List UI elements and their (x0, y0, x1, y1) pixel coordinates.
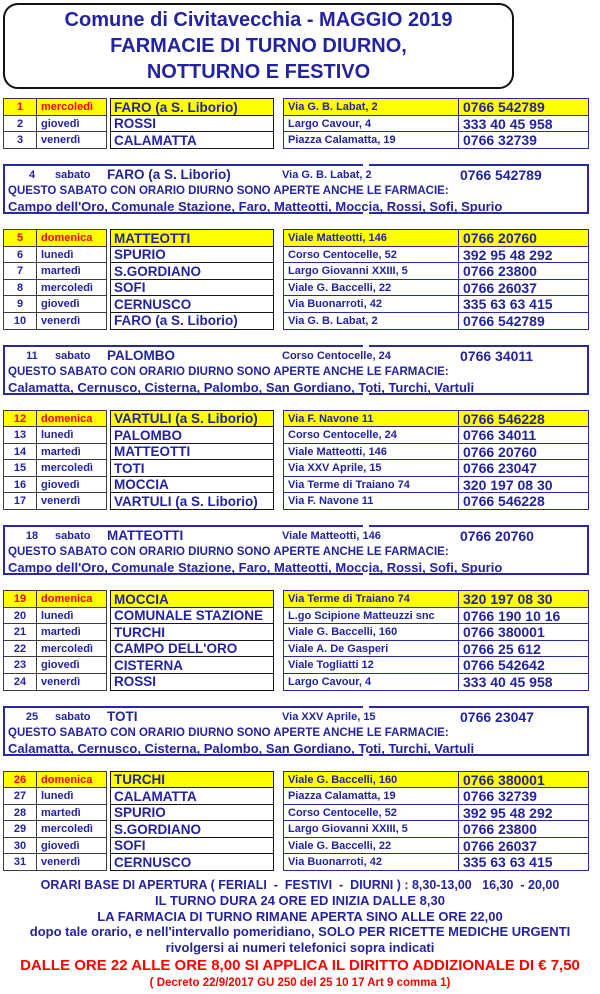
day-row (3, 279, 600, 297)
weekday-cell: domenica (37, 590, 107, 608)
address-cell: Viale G. Baccelli, 160 (283, 771, 459, 789)
weekday-cell: mercoledì (37, 459, 107, 477)
weekday-cell: venerdì (37, 492, 107, 510)
day-row (3, 98, 600, 116)
pharmacy-name-cell: CALAMATTA (110, 787, 274, 805)
shift-duration-line: IL TURNO DURA 24 ORE ED INIZIA DALLE 8,30 (155, 893, 445, 908)
opening-hours-line: ORARI BASE DI APERTURA ( FERIALI - FESTIVI - DIURNI ) : 8,30-13,00 16,30 - 20,00 (40, 878, 560, 892)
address-cell: Via XXV Aprile, 15 (283, 459, 459, 477)
address-cell: L.go Scipione Matteuzzi snc (283, 607, 459, 625)
day-number-cell: 8 (3, 279, 37, 297)
phone-contact-line: rivolgersi ai numeri telefonici sopra indicati (165, 939, 435, 955)
day-number-cell: 14 (3, 443, 37, 461)
day-number-cell: 5 (3, 229, 37, 247)
duty-schedule (3, 98, 600, 871)
phone-cell: 0766 546228 (459, 492, 589, 510)
address-cell: Via Terme di Traiano 74 (283, 476, 459, 494)
address-cell: Viale G. Baccelli, 22 (283, 279, 459, 297)
pharmacy-name-cell: COMUNALE STAZIONE (110, 607, 274, 625)
address-cell: Viale A. De Gasperi (283, 640, 459, 658)
day-row (3, 476, 600, 494)
day-number-cell: 23 (3, 656, 37, 674)
phone-cell: 392 95 48 292 (459, 246, 589, 264)
phone-cell: 0766 32739 (459, 131, 589, 149)
phone-cell: 0766 190 10 16 (459, 607, 589, 625)
day-row (3, 115, 600, 133)
day-row (3, 640, 600, 658)
day-row (3, 426, 600, 444)
weekday-cell: martedì (37, 804, 107, 822)
phone-cell: 0766 32739 (459, 787, 589, 805)
weekday-cell: martedì (37, 443, 107, 461)
saturday-info-row (5, 348, 587, 364)
page-subtitle-1: FARMACIE DI TURNO DIURNO, (110, 35, 407, 57)
address-cell: Corso Centocelle, 52 (283, 246, 459, 264)
pharmacy-name-cell: FARO (a S. Liborio) (110, 98, 274, 116)
pharmacy-name-cell: ROSSI (110, 673, 274, 691)
saturday-info-row (5, 709, 587, 725)
address-cell: Viale Matteotti, 146 (283, 443, 459, 461)
phone-cell: 335 63 63 415 (459, 295, 589, 313)
saturday-info-row (5, 167, 587, 183)
weekday-cell: domenica (37, 229, 107, 247)
phone-cell: 320 197 08 30 (459, 476, 589, 494)
phone-cell: 320 197 08 30 (459, 590, 589, 608)
day-row (3, 804, 600, 822)
address-cell: Via F. Navone 11 (283, 410, 459, 428)
address-cell: Piazza Calamatta, 19 (283, 787, 459, 805)
pharmacy-name-cell: CERNUSCO (110, 295, 274, 313)
day-number-cell: 13 (3, 426, 37, 444)
saturday-pharmacy-name: TOTI (107, 708, 138, 724)
week-table (3, 590, 600, 691)
page-subtitle-2: NOTTURNO E FESTIVO (146, 61, 371, 83)
weekday-cell: lunedì (37, 787, 107, 805)
pharmacy-name-cell: PALOMBO (110, 426, 274, 444)
pharmacy-name-cell: CISTERNA (110, 656, 274, 674)
day-row (3, 459, 600, 477)
phone-cell: 0766 23047 (459, 459, 589, 477)
saturday-weekday: sabato (55, 530, 91, 542)
day-number-cell: 21 (3, 623, 37, 641)
saturday-block (3, 345, 589, 395)
phone-cell: 0766 546228 (459, 410, 589, 428)
footer-notes (0, 877, 600, 991)
day-number-cell: 27 (3, 787, 37, 805)
day-row (3, 853, 600, 871)
pharmacy-name-cell: S.GORDIANO (110, 262, 274, 280)
weekday-cell: martedì (37, 623, 107, 641)
saturday-day-number: 11 (26, 349, 38, 362)
weekday-cell: domenica (37, 410, 107, 428)
address-cell: Largo Cavour, 4 (283, 115, 459, 133)
day-row (3, 656, 600, 674)
saturday-address: Via G. B. Labat, 2 (282, 169, 372, 181)
address-cell: Via Buonarroti, 42 (283, 295, 459, 313)
phone-cell: 0766 542642 (459, 656, 589, 674)
saturday-block (3, 164, 589, 214)
day-row (3, 131, 600, 149)
saturday-address: Via XXV Aprile, 15 (282, 710, 376, 723)
phone-cell: 333 40 45 958 (459, 115, 589, 133)
weekday-cell: venerdì (37, 131, 107, 149)
day-number-cell: 1 (3, 98, 37, 116)
saturday-open-pharmacies: Campo dell'Oro, Comunale Stazione, Faro, Matteotti, Moccia, Rossi, Sofi, Spurio (8, 560, 503, 575)
phone-cell: 0766 20760 (459, 229, 589, 247)
saturday-day-number: 4 (28, 169, 36, 181)
pharmacy-name-cell: MATTEOTTI (110, 229, 274, 247)
day-number-cell: 30 (3, 837, 37, 855)
pharmacy-name-cell: CERNUSCO (110, 853, 274, 871)
pharmacy-name-cell: VARTULI (a S. Liborio) (110, 492, 274, 510)
page-title: Comune di Civitavecchia - MAGGIO 2019 (64, 9, 453, 31)
pharmacy-name-cell: ROSSI (110, 115, 274, 133)
week-table (3, 98, 600, 149)
urgent-prescriptions-line: dopo tale orario, e nell'intervallo pomeridiano, SOLO PER RICETTE MEDICHE URGENTI (29, 924, 571, 939)
day-number-cell: 19 (3, 590, 37, 608)
phone-cell: 0766 23800 (459, 820, 589, 838)
saturday-pharmacy-name: MATTEOTTI (107, 528, 184, 543)
phone-cell: 0766 542789 (459, 98, 589, 116)
saturday-content (5, 167, 587, 213)
saturday-address: Viale Matteotti, 146 (282, 530, 381, 542)
weekday-cell: mercoledì (37, 640, 107, 658)
pharmacy-name-cell: MOCCIA (110, 476, 274, 494)
address-cell: Via Buonarroti, 42 (283, 853, 459, 871)
pharmacy-name-cell: CALAMATTA (110, 131, 274, 149)
weekday-cell: lunedì (37, 246, 107, 264)
address-cell: Piazza Calamatta, 19 (283, 131, 459, 149)
day-row (3, 246, 600, 264)
saturday-content (5, 348, 587, 394)
day-row (3, 410, 600, 428)
saturday-block (3, 525, 589, 575)
day-row (3, 262, 600, 280)
phone-cell: 392 95 48 292 (459, 804, 589, 822)
phone-cell: 0766 20760 (459, 443, 589, 461)
saturday-weekday: sabato (55, 169, 91, 181)
saturday-weekday: sabato (55, 349, 91, 362)
day-row (3, 590, 600, 608)
pharmacy-name-cell: VARTULI (a S. Liborio) (110, 410, 274, 428)
saturday-open-note: QUESTO SABATO CON ORARIO DIURNO SONO APERTE ANCHE LE FARMACIE: (8, 546, 449, 558)
address-cell: Via F. Navone 11 (283, 492, 459, 510)
week-table (3, 771, 600, 872)
day-number-cell: 26 (3, 771, 37, 789)
address-cell: Viale G. Baccelli, 22 (283, 837, 459, 855)
night-surcharge-alert: DALLE ORE 22 ALLE ORE 8,00 SI APPLICA IL DIRITTO ADDIZIONALE DI € 7,50 (20, 957, 580, 974)
open-until-line: LA FARMACIA DI TURNO RIMANE APERTA SINO ALLE ORE 22,00 (97, 908, 503, 924)
weekday-cell: mercoledì (37, 279, 107, 297)
day-number-cell: 10 (3, 312, 37, 330)
week-table (3, 229, 600, 330)
saturday-info-row (5, 528, 587, 544)
day-number-cell: 9 (3, 295, 37, 313)
week-table (3, 410, 600, 511)
weekday-cell: martedì (37, 262, 107, 280)
weekday-cell: lunedì (37, 426, 107, 444)
day-number-cell: 20 (3, 607, 37, 625)
weekday-cell: mercoledì (37, 98, 107, 116)
saturday-open-note: QUESTO SABATO CON ORARIO DIURNO SONO APERTE ANCHE LE FARMACIE: (8, 185, 449, 197)
weekday-cell: giovedì (37, 115, 107, 133)
weekday-cell: venerdì (37, 312, 107, 330)
address-cell: Viale Matteotti, 146 (283, 229, 459, 247)
day-number-cell: 22 (3, 640, 37, 658)
day-number-cell: 29 (3, 820, 37, 838)
day-number-cell: 12 (3, 410, 37, 428)
pharmacy-name-cell: SOFI (110, 279, 274, 297)
saturday-day-number: 18 (25, 530, 39, 542)
saturday-phone: 0766 34011 (460, 347, 534, 364)
weekday-cell: venerdì (37, 673, 107, 691)
pharmacy-name-cell: MOCCIA (110, 590, 274, 608)
day-number-cell: 17 (3, 492, 37, 510)
day-number-cell: 2 (3, 115, 37, 133)
phone-cell: 0766 26037 (459, 279, 589, 297)
saturday-open-pharmacies: Campo dell'Oro, Comunale Stazione, Faro, Matteotti, Moccia, Rossi, Sofi, Spurio (8, 199, 503, 214)
address-cell: Viale G. Baccelli, 160 (283, 623, 459, 641)
phone-cell: 0766 26037 (459, 837, 589, 855)
pharmacy-name-cell: S.GORDIANO (110, 820, 274, 838)
weekday-cell: mercoledì (37, 820, 107, 838)
address-cell: Via G. B. Labat, 2 (283, 312, 459, 330)
day-row (3, 623, 600, 641)
address-cell: Largo Cavour, 4 (283, 673, 459, 691)
day-number-cell: 28 (3, 804, 37, 822)
day-row (3, 787, 600, 805)
pharmacy-name-cell: SPURIO (110, 804, 274, 822)
saturday-open-note: QUESTO SABATO CON ORARIO DIURNO SONO APERTE ANCHE LE FARMACIE: (8, 365, 449, 378)
day-row (3, 607, 600, 625)
day-row (3, 443, 600, 461)
weekday-cell: giovedì (37, 837, 107, 855)
day-number-cell: 16 (3, 476, 37, 494)
address-cell: Viale Togliatti 12 (283, 656, 459, 674)
day-row (3, 295, 600, 313)
phone-cell: 0766 23800 (459, 262, 589, 280)
day-row (3, 673, 600, 691)
day-row (3, 771, 600, 789)
address-cell: Largo Giovanni XXIII, 5 (283, 262, 459, 280)
saturday-pharmacy-name: FARO (a S. Liborio) (107, 167, 231, 182)
saturday-address: Corso Centocelle, 24 (282, 349, 391, 362)
pharmacy-name-cell: TOTI (110, 459, 274, 477)
day-number-cell: 7 (3, 262, 37, 280)
weekday-cell: venerdì (37, 853, 107, 871)
saturday-open-pharmacies: Calamatta, Cernusco, Cisterna, Palombo, San Gordiano, Toti, Turchi, Vartuli (8, 740, 475, 756)
saturday-weekday: sabato (55, 710, 91, 723)
address-cell: Corso Centocelle, 52 (283, 804, 459, 822)
weekday-cell: giovedì (37, 656, 107, 674)
phone-cell: 0766 380001 (459, 623, 589, 641)
saturday-block (3, 706, 589, 756)
day-row (3, 837, 600, 855)
phone-cell: 0766 25 612 (459, 640, 589, 658)
weekday-cell: domenica (37, 771, 107, 789)
saturday-phone: 0766 20760 (460, 528, 534, 544)
pharmacy-name-cell: TURCHI (110, 623, 274, 641)
phone-cell: 0766 34011 (459, 426, 589, 444)
saturday-day-number: 25 (25, 710, 39, 723)
address-cell: Largo Giovanni XXIII, 5 (283, 820, 459, 838)
phone-cell: 335 63 63 415 (459, 853, 589, 871)
saturday-phone: 0766 542789 (460, 167, 542, 183)
weekday-cell: lunedì (37, 607, 107, 625)
pharmacy-name-cell: CAMPO DELL'ORO (110, 640, 274, 658)
day-number-cell: 15 (3, 459, 37, 477)
address-cell: Via G. B. Labat, 2 (283, 98, 459, 116)
day-number-cell: 3 (3, 131, 37, 149)
day-row (3, 492, 600, 510)
day-number-cell: 24 (3, 673, 37, 691)
saturday-pharmacy-name: PALOMBO (107, 347, 175, 363)
phone-cell: 0766 542789 (459, 312, 589, 330)
phone-cell: 0766 380001 (459, 771, 589, 789)
pharmacy-name-cell: FARO (a S. Liborio) (110, 312, 274, 330)
saturday-content (5, 528, 587, 574)
day-row (3, 229, 600, 247)
address-cell: Via Terme di Traiano 74 (283, 590, 459, 608)
pharmacy-name-cell: MATTEOTTI (110, 443, 274, 461)
saturday-open-note: QUESTO SABATO CON ORARIO DIURNO SONO APERTE ANCHE LE FARMACIE: (8, 726, 449, 739)
day-number-cell: 31 (3, 853, 37, 871)
weekday-cell: giovedì (37, 295, 107, 313)
saturday-content (5, 709, 587, 755)
pharmacy-name-cell: SPURIO (110, 246, 274, 264)
decree-reference: ( Decreto 22/9/2017 GU 250 del 25 10 17 Art 9 comma 1) (149, 977, 451, 989)
saturday-open-pharmacies: Calamatta, Cernusco, Cisterna, Palombo, San Gordiano, Toti, Turchi, Vartuli (8, 379, 475, 395)
saturday-phone: 0766 23047 (460, 708, 534, 725)
day-row (3, 820, 600, 838)
pharmacy-name-cell: TURCHI (110, 771, 274, 789)
address-cell: Corso Centocelle, 24 (283, 426, 459, 444)
title-box (3, 3, 514, 89)
phone-cell: 333 40 45 958 (459, 673, 589, 691)
day-row (3, 312, 600, 330)
day-number-cell: 6 (3, 246, 37, 264)
weekday-cell: giovedì (37, 476, 107, 494)
pharmacy-name-cell: SOFI (110, 837, 274, 855)
